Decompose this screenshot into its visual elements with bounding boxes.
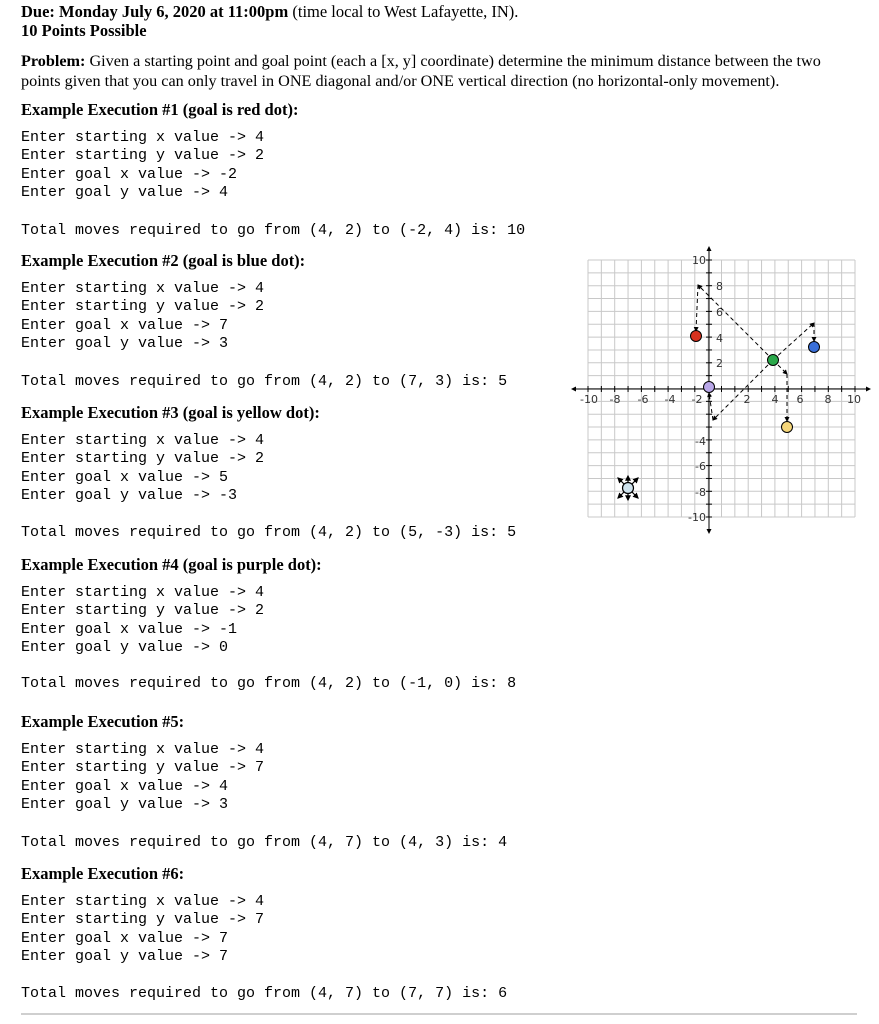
y-tick-label: 2	[716, 357, 723, 370]
example-5-code	[21, 741, 264, 814]
code-line: Enter goal y value -> 0	[21, 638, 229, 656]
y-tick-label: -8	[695, 486, 706, 499]
movement-legend-icon	[618, 476, 638, 500]
x-tick-labels	[580, 393, 861, 406]
example-6-result: Total moves required to go from (4, 7) to (7, 7) is: 6	[21, 985, 508, 1002]
example-5-title: Example Execution #5:	[21, 712, 185, 731]
example-2-result: Total moves required to go from (4, 2) to (7, 3) is: 5	[21, 373, 508, 390]
x-tick-label: -4	[664, 393, 676, 406]
y-tick-label: -6	[695, 460, 706, 473]
problem-text: Given a starting point and goal point (each a [x, y] coordinate) determine the minimum distance between the two points given that you can only travel in ONE diagonal and/or ONE vertical direction (no horizontal-only movement).	[21, 52, 821, 90]
blue-goal-dot	[809, 342, 820, 353]
x-tick-label: 8	[824, 393, 832, 406]
example-1-title: Example Execution #1 (goal is red dot):	[21, 100, 299, 119]
problem-statement	[21, 51, 861, 91]
due-date: Due: Monday July 6, 2020 at 11:00pm	[21, 2, 289, 21]
start-dot	[768, 355, 779, 366]
code-line: Enter starting y value -> 2	[21, 602, 265, 620]
x-tick-label: 6	[796, 393, 804, 406]
example-6-title: Example Execution #6:	[21, 864, 185, 883]
code-line: Enter goal y value -> -3	[21, 486, 238, 504]
y-tick-label: 8	[716, 280, 723, 293]
code-line: Enter goal x value -> 7	[21, 929, 229, 947]
x-tick-label: -6	[637, 393, 649, 406]
y-tick-label: 6	[716, 306, 723, 319]
example-6-code	[21, 893, 264, 966]
bottom-divider	[21, 1013, 857, 1015]
points-line	[21, 21, 147, 41]
code-line: Enter starting y value -> 2	[21, 450, 265, 468]
code-line: Enter starting y value -> 2	[21, 147, 265, 165]
example-3-title: Example Execution #3 (goal is yellow dot):	[21, 403, 320, 422]
code-line: Enter starting x value -> 4	[21, 893, 265, 910]
example-2-code	[21, 280, 264, 353]
yellow-goal-dot	[782, 422, 793, 433]
example-4-code	[21, 584, 264, 657]
code-line: Enter goal y value -> 7	[21, 947, 229, 965]
example-5-result: Total moves required to go from (4, 7) to (4, 3) is: 4	[21, 834, 508, 851]
code-line: Enter starting x value -> 4	[21, 280, 265, 297]
code-line: Enter starting y value -> 7	[21, 911, 265, 929]
code-line: Enter goal y value -> 4	[21, 183, 229, 201]
x-tick-label: 10	[847, 393, 861, 406]
y-tick-label: 4	[716, 332, 723, 345]
purple-goal-dot	[704, 382, 715, 393]
path-purple-up	[709, 393, 713, 420]
example-4-title: Example Execution #4 (goal is purple dot):	[21, 555, 322, 574]
due-line	[21, 2, 518, 22]
x-tick-label: -2	[691, 393, 703, 406]
y-tick-label: -10	[688, 511, 706, 524]
y-tick-label: -4	[695, 435, 706, 448]
red-goal-dot	[691, 331, 702, 342]
path-to-blue	[773, 323, 814, 360]
code-line: Enter starting y value -> 2	[21, 298, 265, 316]
code-line: Enter goal x value -> 5	[21, 468, 229, 486]
example-2-title: Example Execution #2 (goal is blue dot):	[21, 251, 306, 270]
code-line: Enter goal x value -> -1	[21, 620, 238, 638]
x-tick-label: -8	[609, 393, 621, 406]
x-tick-label: 4	[771, 393, 779, 406]
coordinate-graph	[568, 245, 873, 535]
code-line: Enter goal y value -> 3	[21, 795, 229, 813]
code-line: Enter goal x value -> 4	[21, 777, 229, 795]
code-line: Enter starting y value -> 7	[21, 759, 265, 777]
example-4-result: Total moves required to go from (4, 2) to (-1, 0) is: 8	[21, 675, 517, 692]
code-line: Enter starting x value -> 4	[21, 584, 265, 601]
y-tick-label: 10	[692, 254, 706, 267]
points-possible: 10 Points Possible	[21, 21, 147, 40]
x-tick-label: -10	[580, 393, 598, 406]
example-3-code	[21, 432, 264, 505]
x-tick-label: 2	[743, 393, 751, 406]
code-line: Enter starting x value -> 4	[21, 741, 265, 758]
due-note: (time local to West Lafayette, IN).	[288, 2, 519, 21]
code-line: Enter goal y value -> 3	[21, 334, 229, 352]
code-line: Enter goal x value -> 7	[21, 316, 229, 334]
problem-label: Problem:	[21, 52, 86, 70]
example-3-result: Total moves required to go from (4, 2) to (5, -3) is: 5	[21, 524, 517, 541]
example-1-code	[21, 129, 264, 202]
example-1-result: Total moves required to go from (4, 2) to (-2, 4) is: 10	[21, 222, 526, 239]
code-line: Enter starting x value -> 4	[21, 432, 265, 449]
code-line: Enter goal x value -> -2	[21, 165, 238, 183]
code-line: Enter starting x value -> 4	[21, 129, 265, 146]
